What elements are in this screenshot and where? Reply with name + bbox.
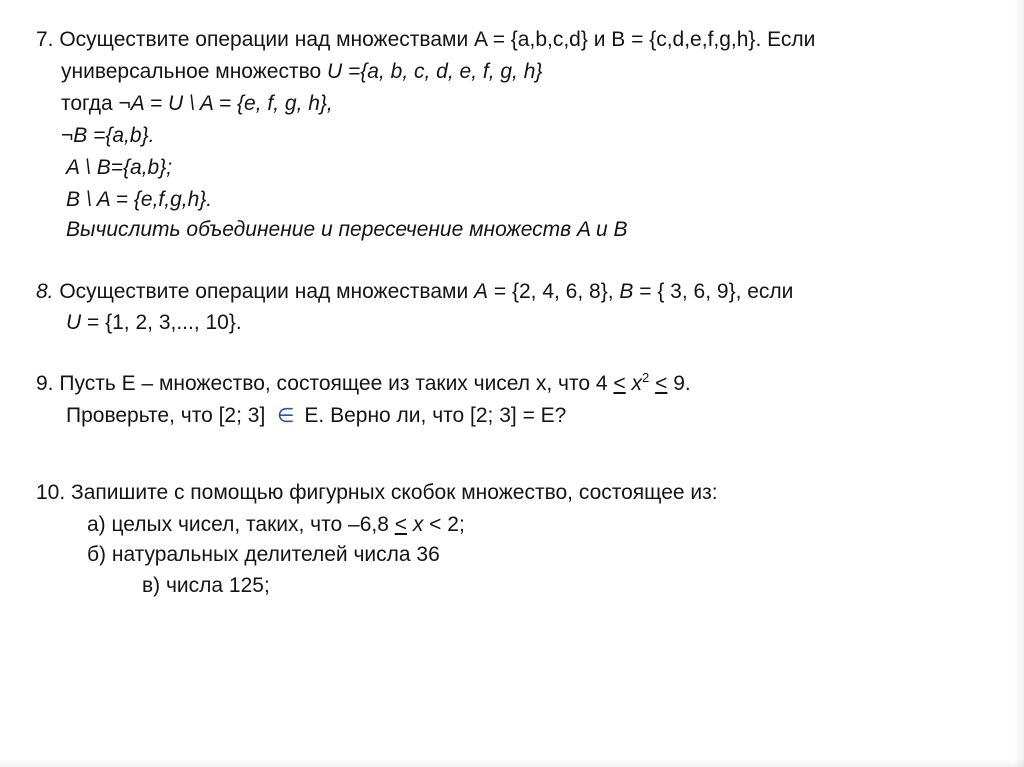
task8-line2	[66, 310, 242, 336]
task7-line3	[61, 91, 333, 117]
task10-item-b: б) натуральных делителей числа 36	[87, 543, 440, 566]
task9-le-sign-2: <	[655, 372, 668, 395]
task8-text-b: = {2, 4, 6, 8},	[488, 280, 620, 303]
slide-edge-shadow	[1014, 0, 1024, 767]
task7-line3-prefix: тогда	[61, 92, 119, 115]
task8-text-c: = { 3, 6, 9}, если	[633, 280, 794, 303]
task8-number: 8.	[36, 280, 54, 303]
task9-line2	[66, 403, 566, 429]
task7-b-minus-a: B \ A = {e,f,g,h}.	[66, 188, 213, 211]
task7-line1	[36, 27, 815, 53]
task8-set-b-symbol: B	[619, 280, 634, 303]
task7-a-minus-b: A \ B={a,b};	[66, 156, 173, 179]
task9-text-b: 9.	[667, 372, 691, 395]
task9-line1	[36, 371, 691, 397]
task7-line2	[61, 59, 542, 85]
task10-item-a-end: < 2;	[423, 513, 465, 536]
task7-line2-prefix: универсальное множество	[61, 60, 328, 83]
task7-universal-set: U ={a, b, c, d, e, f, g, h}	[327, 60, 543, 83]
task8-text-a: Осуществите операции над множествами	[53, 280, 475, 303]
task9-x: x	[625, 372, 643, 395]
task7-instruction: Вычислить объединение и пересечение множеств A и B	[66, 218, 628, 241]
element-of-icon: ∈	[277, 405, 295, 427]
task9-le-sign-1: <	[613, 372, 626, 395]
task10-le-sign: <	[394, 513, 407, 536]
task9-line2-a: Проверьте, что [2; 3]	[66, 404, 272, 427]
task10-line1: 10. Запишите с помощью фигурных скобок множество, состоящее из:	[36, 481, 718, 504]
task10-item-c: в) числа 125;	[142, 574, 270, 597]
task7-complement-b: ¬B ={a,b}.	[61, 124, 155, 147]
task9-exponent: 2	[642, 370, 650, 385]
task9-text-a: 9. Пусть E – множество, состоящее из таких чисел x, что 4	[36, 372, 614, 395]
task8-universal-symbol: U	[66, 311, 82, 334]
task8-text-d: = {1, 2, 3,..., 10}.	[81, 311, 242, 334]
slide-bottom-shadow	[0, 759, 1024, 767]
task8-set-a-symbol: A	[474, 280, 489, 303]
task10-x: x	[412, 513, 424, 536]
task7-line1-text: 7. Осуществите операции над множествами A = {a,b,c,d} и B = {c,d,e,f,g,h}. Если	[36, 28, 816, 51]
task9-line2-b: E. Верно ли, что [2; 3] = E?	[298, 404, 567, 427]
task7-complement-a: ¬A = U \ A = {e, f, g, h},	[118, 92, 333, 115]
task10-item-a	[87, 512, 465, 538]
task10-item-a-text: а) целых чисел, таких, что –6,8	[87, 513, 395, 536]
task8-line1	[36, 279, 793, 305]
